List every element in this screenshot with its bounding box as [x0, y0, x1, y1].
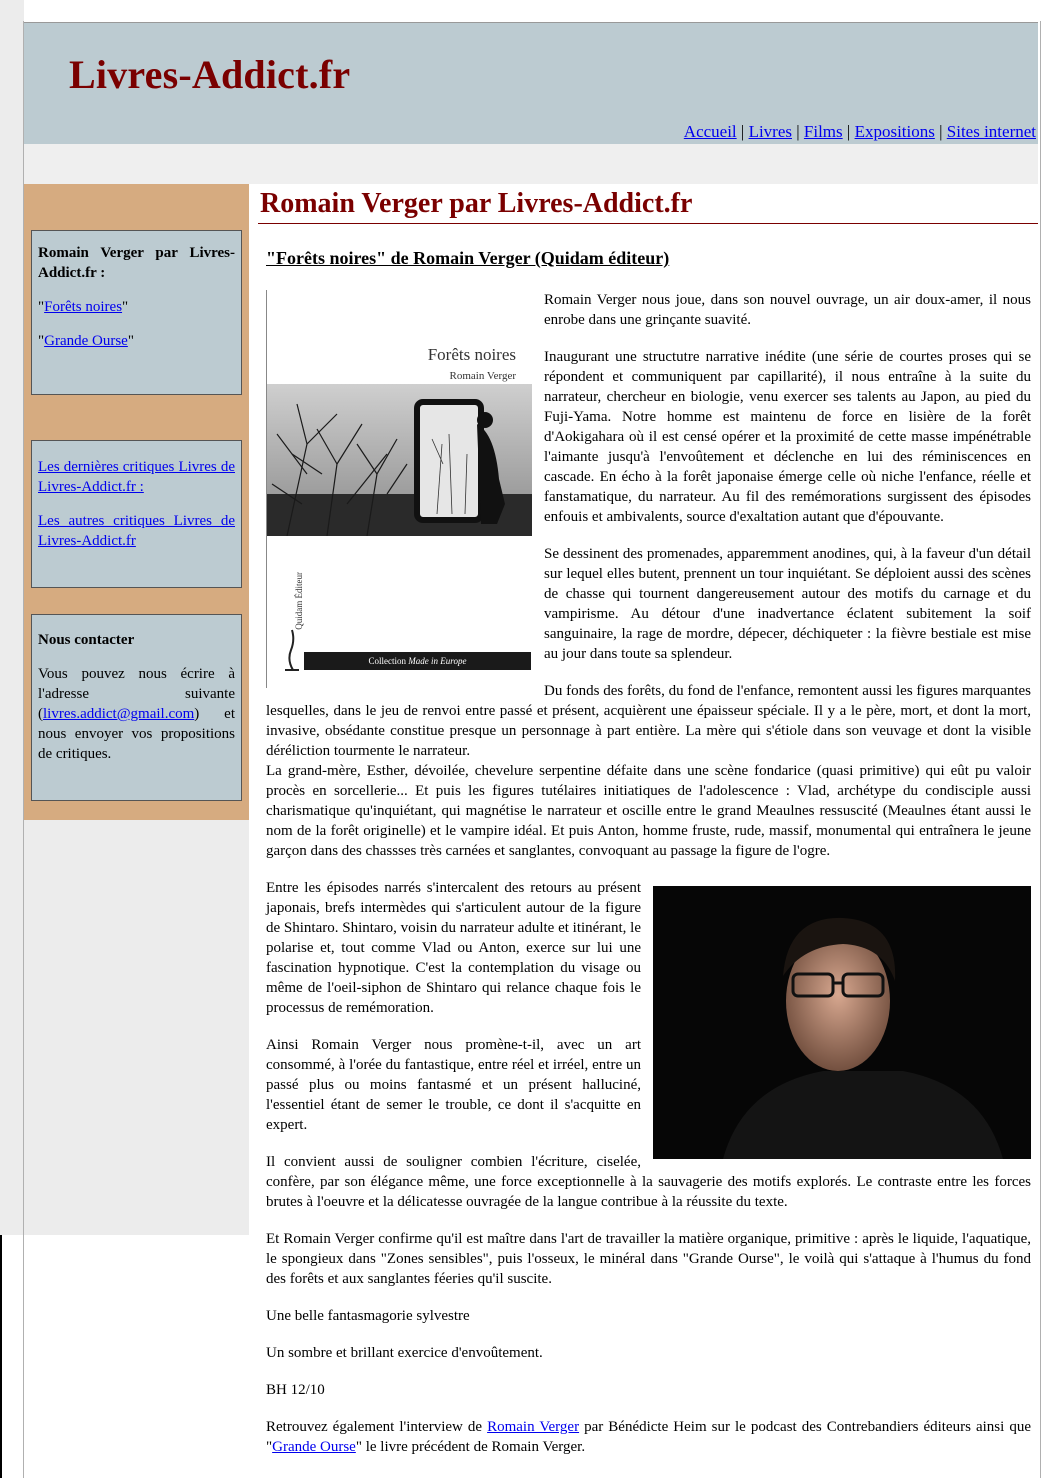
link-romain-verger[interactable]: Romain Verger — [487, 1419, 580, 1435]
article-paragraph: La grand-mère, Esther, dévoilée, chevelure serpentine défaite dans une scène fondarice (quasi primitive) qui eût pu valoir procès en sorcellerie... Et puis les figures tutélaires initiatiques de l'adolescence : Vlad, archétype du condisciple aussi charismatique qu'inquiétant, qui magnétise le narrateur et oscille entre le grand Meaulnes ressuscité (Meaulnes étant aussi le nom de la forêt originelle) et le vampire idéal. Et puis Anton, homme fruste, rude, massif, monumental qui entraînera le jeune garçon dans des chassses très carnées et sanglantes, convoquant au passage la figure de l'ogre. — [266, 763, 1031, 859]
article-paragraph: Un sombre et brillant exercice d'envoûtement. — [266, 1345, 543, 1361]
sidebar — [24, 184, 249, 820]
article-paragraph: Une belle fantasmagorie sylvestre — [266, 1308, 470, 1324]
sidebar-link-line: "Grande Ourse" — [38, 333, 134, 349]
title-rule — [258, 223, 1038, 224]
contact-heading: Nous contacter — [38, 632, 135, 648]
sidebar-below — [24, 820, 249, 1235]
author-photo — [653, 886, 1031, 1159]
article-paragraph: Inaugurant une structutre narrative inédite (une série de courtes proses qui se répondent et communiquent par capillarité), il nous entraîne à la suite du narrateur, chercheur en biologie, venu exercer ses talents au Japon, au pied du Fuji-Yama. Notre homme est maintenu de force en lisière de la forêt d'Aokigahara où il est censé opérer et la proximité de cette masse impénétrable l'aimante jusqu'à l'envoûtement et déclenche en lui des réminiscences en cascade. En écho à la forêt japonaise émerge celle où niche l'enfance, réelle et fanstamatique, du narrateur. Au fil des remémorations surgissent des épisodes enfouis et ambivalents, source d'exaltation autant que d'épouvante. — [544, 349, 1031, 525]
link-grande-ourse-footer[interactable]: Grande Ourse — [272, 1439, 356, 1455]
footer-text: par Bénédicte Heim sur le podcast des Contrebandiers éditeurs ainsi que " — [266, 1419, 1031, 1455]
sidebar-box-romain-verger — [31, 230, 242, 395]
nav-separator: | — [846, 122, 855, 141]
site-header — [24, 22, 1038, 145]
sidebar-box-critiques — [31, 440, 242, 588]
article-paragraph: Du fonds des forêts, du fond de l'enfance, remontent aussi les figures marquantes lesquelles, dans le jeu de renvoi entre passé et présent, acquièrent une épaisseur spéciale. Il y a le père, mort, et dont la mort, invasive, obsédante constitue presque un personnage à part entière. La mère qui s'étiole dans son veuvage et dont la visible déréliction tourmente le narrateur. — [266, 683, 1031, 759]
nav-livres[interactable]: Livres — [748, 122, 792, 141]
site-title: Livres-Addict.fr — [69, 52, 351, 97]
link-dernieres-critiques[interactable]: Les dernières critiques Livres de Livres-Addict.fr : — [38, 459, 235, 495]
contact-text-after: ) et nous envoyer vos propositions de critiques. — [38, 706, 235, 762]
header-gap — [24, 144, 1038, 184]
cover-publisher: Quidam Éditeur — [294, 572, 304, 630]
article-paragraph: Romain Verger nous joue, dans son nouvel ouvrage, un air doux-amer, il nous enrobe dans une grinçante suavité. — [544, 292, 1031, 328]
cover-collection-prefix: Collection — [368, 656, 409, 666]
cover-forest-photo — [267, 384, 532, 536]
left-edge-line — [0, 1235, 2, 1478]
sidebar-box-heading: Romain Verger par Livres-Addict.fr : — [38, 245, 235, 281]
link-forets-noires[interactable]: Forêts noires — [44, 299, 123, 315]
cover-title: Forêts noires — [427, 345, 516, 364]
article-title: "Forêts noires" de Romain Verger (Quidam éditeur) — [266, 248, 670, 268]
author-portrait-image — [653, 886, 1031, 1159]
article-paragraph: Il convient aussi de souligner combien l'écriture, ciselée, confère, par son élégance même, une force exceptionnelle à la sauvagerie des motifs explorés. Le contraste entre les forces brutes à l'oeuvre et la délicatesse ouvragée de la langue contribue à la réussite du texte. — [266, 1154, 1031, 1210]
cover-publisher-logo — [277, 625, 307, 675]
sidebar-link-line — [38, 511, 235, 551]
article-body — [266, 290, 1031, 1474]
page-title: Romain Verger par Livres-Addict.fr — [260, 188, 693, 219]
article-paragraph: Et Romain Verger confirme qu'il est maître dans l'art de travailler la matière organique, primitive : après le liquide, l'aquatique, le spongieux dans "Zones sensibles", puis l'osseux, le minéral dans "Grande Ourse", le voilà qui s'attaque à l'humus du fond des forêts et aux sanglantes féeries qu'il suscite. — [266, 1231, 1031, 1287]
cover-collection-name: Made in Europe — [408, 656, 467, 666]
sidebar-box-contact — [31, 614, 242, 801]
book-cover-image — [266, 290, 532, 688]
main-content — [258, 186, 1038, 1478]
article-paragraph: Se dessinent des promenades, apparemment anodines, qui, à la faveur d'un détail sur lequel elles butent, prennent un tour inquiétant. Se déploient aussi des scènes de chasse qui tournent dangereusement autour des motifs du carnage et du vampirisme. Au détour d'une inadvertance éclatent subitement la soif sanguinaire, la rage de mordre, dépecer, déchiqueter : la fièvre bestiale est mise au jour dans toute sa splendeur. — [544, 546, 1031, 662]
nav-separator: | — [939, 122, 947, 141]
top-nav — [684, 122, 1036, 142]
left-gutter — [0, 0, 24, 1235]
cover-author: Romain Verger — [449, 370, 516, 382]
sidebar-link-line — [38, 457, 235, 497]
footer-text: Retrouvez également l'interview de — [266, 1419, 488, 1435]
footer-text: " le livre précédent de Romain Verger. — [355, 1439, 586, 1455]
article-footer — [266, 1417, 1031, 1457]
article-paragraph: Entre les épisodes narrés s'intercalent des retours au présent japonais, brefs intermèdes qui s'articulent autour de la figure de Shintaro. Shintaro, voisin du narrateur adulte et itinérant, le polarise et, tout comme Vlad ou Anton, exerce sur lui une fascination hypnotique. C'est la contemplation du visage ou même de l'oeil-siphon de Shintaro qui relance chaque fois le processus de remémoration. — [266, 880, 641, 1016]
cover-collection-band — [304, 652, 531, 670]
link-grande-ourse[interactable]: Grande Ourse — [44, 333, 128, 349]
nav-films[interactable]: Films — [803, 122, 843, 141]
article-paragraph: Ainsi Romain Verger nous promène-t-il, avec un art consommé, à l'orée du fantastique, entre réel et irréel, entre un passé plus ou moins fantasmé et un présent halluciné, l'essentiel étant de semer le trouble, ce dont il s'acquitte en expert. — [266, 1037, 641, 1133]
nav-accueil[interactable]: Accueil — [683, 122, 737, 141]
nav-expositions[interactable]: Expositions — [854, 122, 935, 141]
contact-text — [38, 664, 235, 764]
sidebar-link-line: "Forêts noires" — [38, 299, 129, 315]
contact-email-link[interactable]: livres.addict@gmail.com — [43, 706, 195, 722]
contact-text-before: Vous pouvez nous écrire à l'adresse suivante ( — [38, 666, 235, 722]
nav-sites-internet[interactable]: Sites internet — [946, 122, 1036, 141]
nav-separator: | — [796, 122, 804, 141]
nav-separator: | — [740, 122, 749, 141]
article-signature: BH 12/10 — [266, 1382, 325, 1398]
link-autres-critiques[interactable]: Les autres critiques Livres de Livres-Addict.fr — [38, 513, 235, 549]
